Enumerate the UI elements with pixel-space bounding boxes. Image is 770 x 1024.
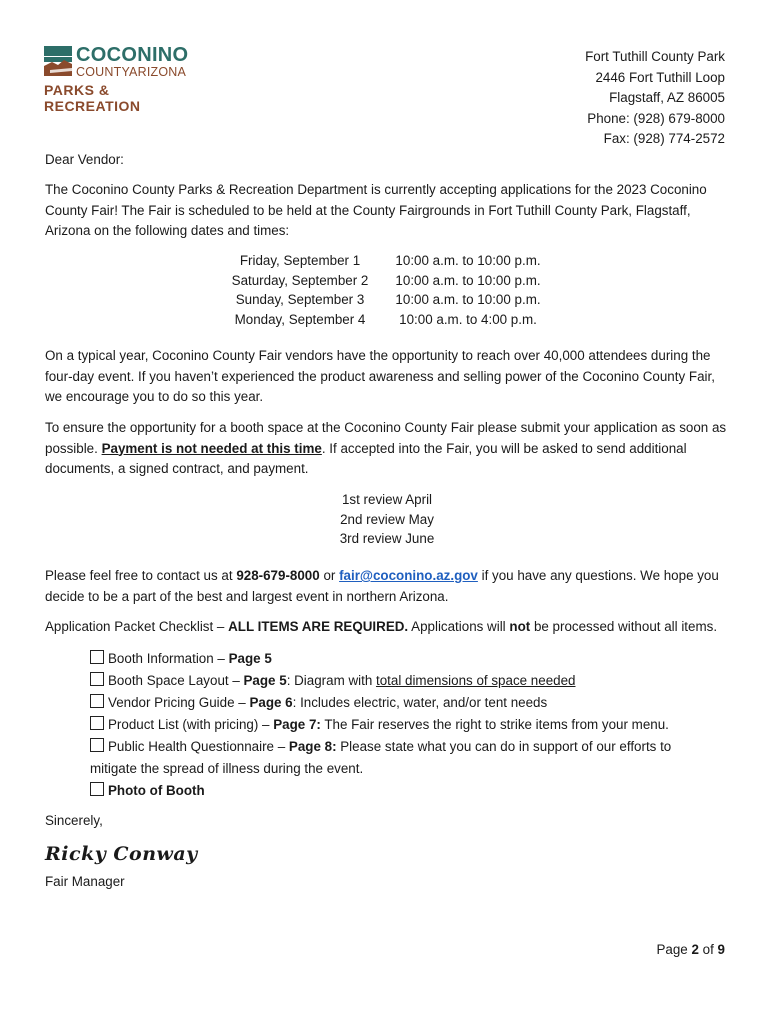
- schedule-time: 10:00 a.m. to 10:00 p.m.: [395, 292, 541, 308]
- checklist-intro: [45, 617, 729, 638]
- address-phone: Phone: (928) 679-8000: [587, 110, 725, 126]
- coconino-logo: [44, 44, 204, 114]
- checklist-item-page: Page 7:: [273, 717, 321, 732]
- checklist-intro-before: Application Packet Checklist –: [45, 619, 229, 634]
- checklist-item-page: Page 6: [249, 695, 293, 710]
- schedule-table: [222, 251, 582, 329]
- schedule-day: Sunday, September 3: [235, 292, 365, 308]
- address-fax: Fax: (928) 774-2572: [603, 131, 725, 146]
- checklist-item-label: Public Health Questionnaire –: [108, 739, 289, 754]
- checklist-item: [90, 648, 710, 670]
- page-prefix: Page: [656, 942, 692, 957]
- checklist-item-label: Product List (with pricing) –: [108, 717, 274, 732]
- contact-or: or: [319, 568, 340, 583]
- checklist-intro-middle: Applications will: [408, 619, 510, 634]
- intro-paragraph: The Coconino County Parks & Recreation Department is currently accepting applications for the 2023 Coconino County Fair! The Fair is scheduled to be held at the County Fairgrounds in Fort Tuthill County Park, Flagstaff, Arizona on the following dates and times:: [45, 182, 707, 238]
- all-items-required: ALL ITEMS ARE REQUIRED.: [228, 619, 409, 634]
- page-of: of: [698, 942, 718, 957]
- ensure-paragraph: [45, 418, 729, 480]
- ensure-text-before: To ensure the opportunity for a booth space at the Coconino County Fair please submit your application as soon as possible.: [45, 420, 727, 456]
- checkbox[interactable]: [90, 672, 104, 686]
- checklist-item-underline: total dimensions of space needed: [375, 673, 576, 688]
- checklist-item-detail: : Includes electric, water, and/or tent needs: [292, 695, 548, 710]
- checkbox[interactable]: [90, 716, 104, 730]
- ensure-text-after: . If accepted into the Fair, you will be asked to send additional documents, a signed contract, and payment.: [45, 440, 687, 476]
- not-emphasis: not: [509, 619, 531, 634]
- checkbox[interactable]: [90, 650, 104, 664]
- signature: Ricky Conway: [45, 843, 198, 865]
- typical-year-paragraph: On a typical year, Coconino County Fair vendors have the opportunity to reach over 40,000 attendees during the four-day event. If you haven’t experienced the product awareness and selling power of the Coconino County Fair, we encourage you to do so this year.: [45, 348, 715, 404]
- page-total: 9: [717, 942, 725, 957]
- address-block: [585, 47, 725, 150]
- address-line3: Flagstaff, AZ 86005: [609, 90, 725, 105]
- review-item: 3rd review June: [339, 531, 435, 547]
- checklist-item-label: Vendor Pricing Guide –: [108, 695, 250, 710]
- checklist-intro-after: be processed without all items.: [530, 619, 718, 634]
- contact-text-before: Please feel free to contact us at: [45, 568, 237, 583]
- signer-title: Fair Manager: [45, 874, 125, 889]
- schedule-time: 10:00 a.m. to 10:00 p.m.: [395, 272, 541, 288]
- schedule-row: [222, 310, 582, 330]
- greeting: Dear Vendor:: [45, 152, 124, 167]
- checklist-item: [90, 780, 710, 802]
- checklist-item-detail: Please state what you can do in support of our efforts to mitigate the spread of illness during the event.: [90, 739, 672, 776]
- checklist-item: [90, 692, 710, 714]
- mountain-logo-icon: [44, 46, 72, 76]
- address-line1: Fort Tuthill County Park: [585, 49, 725, 64]
- closing: Sincerely,: [45, 813, 103, 828]
- checklist-item-detail: The Fair reserves the right to strike items from your menu.: [320, 717, 669, 732]
- application-checklist: [90, 648, 710, 802]
- schedule-time: 10:00 a.m. to 10:00 p.m.: [395, 253, 541, 268]
- review-item: 1st review April: [341, 492, 433, 507]
- page-number: [656, 942, 725, 957]
- schedule-day: Monday, September 4: [234, 311, 366, 327]
- schedule-row: [222, 271, 582, 291]
- checklist-item: [90, 714, 710, 736]
- schedule-day: Saturday, September 2: [231, 272, 369, 288]
- checkbox[interactable]: [90, 738, 104, 752]
- checkbox[interactable]: [90, 782, 104, 796]
- checklist-item: [90, 670, 710, 692]
- checklist-item-page: Photo of Booth: [108, 783, 205, 798]
- schedule-day: Friday, September 1: [239, 253, 361, 268]
- logo-county-arizona: COUNTYARIZONA: [76, 65, 187, 79]
- schedule-row: [222, 251, 582, 271]
- checklist-item-page: Page 8:: [288, 739, 337, 754]
- checklist-item-page: Page 5: [228, 651, 272, 666]
- checklist-item-label: Booth Space Layout –: [108, 673, 244, 688]
- contact-email-link[interactable]: fair@coconino.az.gov: [339, 568, 478, 583]
- checklist-item-page: Page 5: [243, 673, 287, 688]
- review-item: 2nd review May: [340, 511, 434, 527]
- schedule-time: 10:00 a.m. to 4:00 p.m.: [399, 311, 537, 327]
- review-schedule: [45, 490, 729, 549]
- contact-paragraph: [45, 566, 729, 607]
- schedule-row: [222, 290, 582, 310]
- logo-parks-recreation: PARKS & RECREATION: [44, 82, 141, 114]
- payment-not-needed-text: Payment is not needed at this time: [101, 440, 322, 456]
- page-current: 2: [691, 942, 699, 957]
- checklist-item-detail: : Diagram with: [286, 673, 376, 688]
- contact-phone: 928-679-8000: [236, 568, 320, 583]
- checklist-item-label: Booth Information –: [108, 651, 229, 666]
- checkbox[interactable]: [90, 694, 104, 708]
- contact-text-after: if you have any questions. We hope you decide to be a part of the best and largest event in northern Arizona.: [45, 568, 719, 604]
- checklist-item: [90, 736, 710, 780]
- address-line2: 2446 Fort Tuthill Loop: [595, 69, 725, 85]
- logo-coconino: COCONINO: [76, 44, 189, 66]
